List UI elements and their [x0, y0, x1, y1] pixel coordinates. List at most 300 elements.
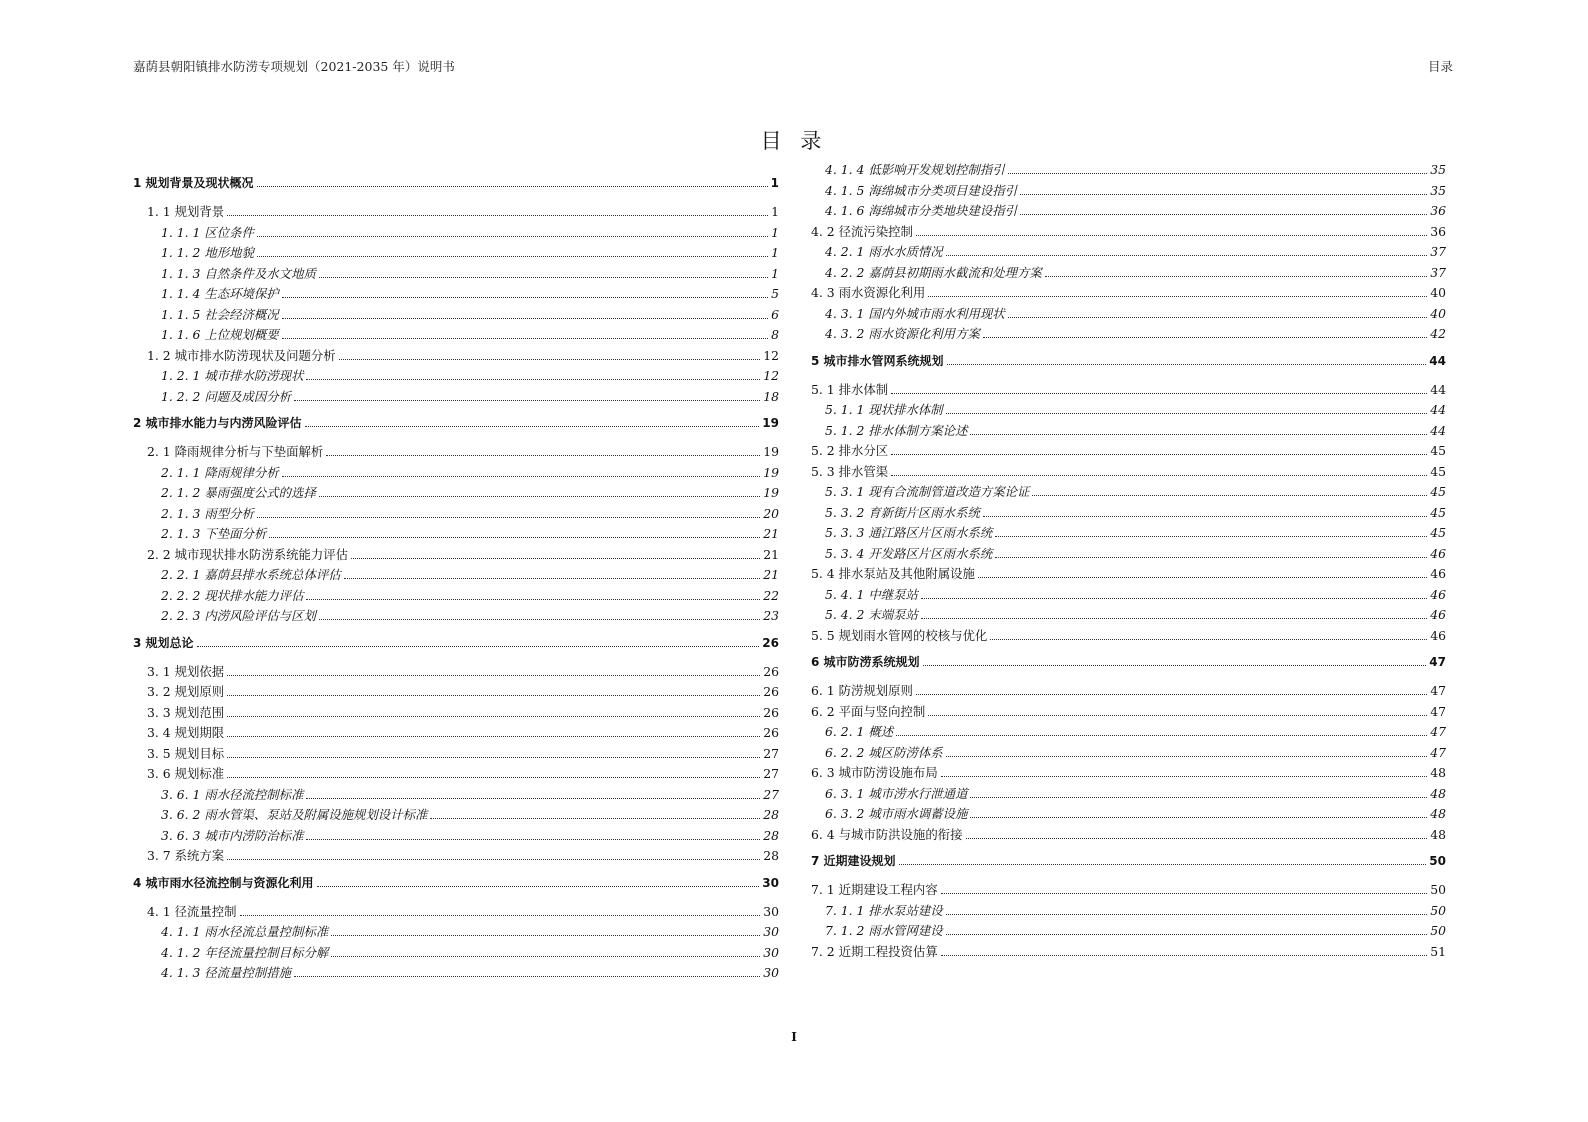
toc-entry[interactable] — [133, 243, 779, 264]
toc-entry-title: 6. 2. 1 概述 — [825, 724, 894, 739]
toc-entry[interactable] — [133, 826, 779, 847]
toc-entry[interactable] — [811, 503, 1446, 524]
toc-entry-title: 1. 1. 4 生态环境保护 — [161, 286, 279, 301]
toc-entry-page: 19 — [763, 444, 779, 459]
toc-entry[interactable] — [133, 682, 779, 703]
toc-leader-dots — [282, 310, 768, 319]
toc-entry-page: 30 — [762, 875, 779, 890]
toc-entry[interactable] — [811, 722, 1446, 743]
toc-leader-dots — [970, 789, 1427, 798]
toc-leader-dots — [227, 728, 760, 737]
toc-entry-title: 4. 1. 3 径流量控制措施 — [161, 965, 292, 980]
page-title: 目 录 — [760, 129, 828, 153]
toc-leader-dots — [923, 657, 1427, 666]
toc-entry-page: 26 — [763, 663, 779, 679]
toc-leader-dots — [983, 508, 1427, 517]
toc-entry[interactable] — [811, 825, 1446, 846]
toc-entry[interactable] — [133, 504, 779, 525]
toc-entry-title: 2. 2. 2 现状排水能力评估 — [161, 587, 304, 603]
toc-entry-title: 6. 3. 2 城市雨水调蓄设施 — [825, 806, 968, 821]
toc-entry-page: 46 — [1430, 607, 1446, 622]
toc-entry[interactable] — [811, 482, 1446, 503]
toc-entry[interactable] — [133, 805, 779, 826]
toc-entry-page: 45 — [1430, 484, 1446, 499]
toc-leader-dots — [339, 351, 761, 360]
toc-entry-page: 44 — [1429, 353, 1446, 368]
toc-leader-dots — [227, 708, 760, 717]
toc-entry-title: 3. 4 规划期限 — [147, 725, 225, 740]
toc-leader-dots — [306, 591, 760, 600]
toc-leader-dots — [269, 529, 760, 538]
toc-entry-title: 1. 1. 3 自然条件及水文地质 — [161, 265, 316, 281]
toc-entry-title: 6. 1 防涝规划原则 — [811, 683, 913, 698]
toc-entry[interactable] — [811, 852, 1446, 874]
toc-leader-dots — [197, 638, 760, 647]
toc-entry[interactable] — [133, 366, 779, 387]
toc-entry[interactable] — [811, 804, 1446, 825]
toc-entry[interactable] — [133, 346, 779, 367]
toc-entry-page: 27 — [763, 745, 779, 761]
toc-entry-title: 5. 1 排水体制 — [811, 381, 889, 397]
toc-entry-title: 4. 2. 1 雨水水质情况 — [825, 244, 943, 259]
toc-leader-dots — [946, 247, 1428, 256]
toc-entry-page: 48 — [1430, 806, 1446, 821]
toc-left-column — [133, 167, 779, 984]
toc-entry-title: 1. 1. 5 社会经济概况 — [161, 306, 279, 322]
toc-leader-dots — [946, 405, 1428, 414]
toc-entry[interactable] — [133, 723, 779, 744]
toc-entry-title: 3. 1 规划依据 — [147, 663, 225, 679]
toc-entry-title: 1. 1 规划背景 — [147, 204, 225, 219]
toc-leader-dots — [941, 885, 1428, 894]
toc-entry-title: 2. 2 城市现状排水防涝系统能力评估 — [147, 546, 349, 562]
toc-entry-title: 2. 1 降雨规律分析与下垫面解析 — [147, 444, 324, 459]
toc-entry-title: 4. 1. 5 海绵城市分类项目建设指引 — [825, 182, 1018, 198]
toc-entry[interactable] — [811, 605, 1446, 626]
toc-entry[interactable] — [133, 744, 779, 765]
toc-leader-dots — [970, 426, 1427, 435]
toc-entry-page: 26 — [763, 704, 779, 720]
toc-leader-dots — [227, 851, 760, 860]
toc-entry[interactable] — [811, 702, 1446, 723]
toc-entry-title: 4 城市雨水径流控制与资源化利用 — [133, 875, 314, 890]
toc-entry[interactable] — [133, 943, 779, 964]
toc-entry-page: 1 — [770, 176, 779, 190]
toc-leader-dots — [306, 371, 760, 380]
toc-entry-page: 51 — [1430, 943, 1446, 959]
toc-entry-page: 50 — [1430, 902, 1446, 918]
toc-entry-title: 4. 1. 2 年径流量控制目标分解 — [161, 944, 329, 960]
toc-entry[interactable] — [133, 764, 779, 785]
toc-leader-dots — [227, 769, 760, 778]
toc-entry-page: 19 — [762, 416, 779, 430]
toc-entry-page: 37 — [1430, 244, 1446, 259]
toc-leader-dots — [331, 927, 760, 936]
toc-entry-page: 46 — [1430, 545, 1446, 561]
toc-entry-title: 6. 3. 1 城市涝水行泄通道 — [825, 785, 968, 801]
toc-leader-dots — [928, 288, 1427, 297]
toc-leader-dots — [317, 878, 760, 887]
toc-entry[interactable] — [811, 653, 1446, 675]
toc-entry-title: 2. 1. 1 降雨规律分析 — [161, 464, 279, 480]
toc-entry-page: 36 — [1430, 223, 1446, 239]
toc-entry[interactable] — [811, 585, 1446, 606]
toc-leader-dots — [294, 392, 760, 401]
toc-leader-dots — [306, 831, 760, 840]
toc-entry-page: 45 — [1430, 525, 1446, 540]
toc-leader-dots — [891, 446, 1427, 455]
toc-entry-page: 27 — [763, 766, 779, 781]
toc-entry[interactable] — [133, 442, 779, 463]
toc-entry-title: 4. 1. 6 海绵城市分类地块建设指引 — [825, 203, 1018, 218]
toc-entry-page: 40 — [1430, 305, 1446, 321]
toc-entry[interactable] — [811, 441, 1446, 462]
toc-entry-page: 30 — [763, 903, 779, 919]
toc-entry[interactable] — [811, 283, 1446, 304]
toc-leader-dots — [257, 509, 760, 518]
toc-entry-page: 19 — [763, 464, 779, 480]
toc-entry-title: 5. 3. 1 现有合流制管道改造方案论证 — [825, 484, 1030, 499]
toc-entry[interactable] — [133, 846, 779, 867]
toc-leader-dots — [941, 768, 1428, 777]
toc-leader-dots — [344, 570, 761, 579]
toc-entry-title: 3. 5 规划目标 — [147, 745, 225, 761]
toc-entry-title: 1. 2. 2 问题及成因分析 — [161, 388, 292, 404]
toc-entry[interactable] — [133, 586, 779, 607]
toc-entry-page: 35 — [1430, 162, 1446, 177]
toc-entry[interactable] — [811, 263, 1446, 284]
toc-entry-page: 21 — [763, 526, 779, 541]
toc-entry[interactable] — [811, 181, 1446, 202]
toc-leader-dots — [896, 727, 1427, 736]
toc-entry[interactable] — [133, 606, 779, 627]
toc-entry[interactable] — [811, 626, 1446, 647]
toc-entry-page: 12 — [763, 347, 779, 363]
toc-entry-title: 3. 3 规划范围 — [147, 704, 225, 720]
toc-entry-title: 3 规划总论 — [133, 635, 194, 650]
toc-leader-dots — [1032, 487, 1427, 496]
toc-entry[interactable] — [811, 380, 1446, 401]
toc-entry-page: 50 — [1429, 854, 1446, 868]
toc-entry[interactable] — [811, 880, 1446, 901]
toc-entry-title: 2. 1. 3 下垫面分析 — [161, 526, 267, 541]
toc-entry[interactable] — [811, 400, 1446, 421]
toc-leader-dots — [319, 269, 768, 278]
toc-entry[interactable] — [133, 414, 779, 436]
toc-entry-title: 5. 2 排水分区 — [811, 443, 889, 458]
toc-entry[interactable] — [811, 462, 1446, 483]
toc-entry-title: 1. 1. 1 区位条件 — [161, 224, 254, 240]
toc-entry[interactable] — [133, 387, 779, 408]
toc-entry-page: 30 — [763, 924, 779, 939]
toc-leader-dots — [282, 289, 768, 298]
toc-entry-page: 37 — [1430, 264, 1446, 280]
toc-entry[interactable] — [133, 662, 779, 683]
toc-leader-dots — [257, 248, 768, 257]
toc-entry[interactable] — [133, 922, 779, 943]
toc-entry-title: 1. 2. 1 城市排水防涝现状 — [161, 368, 304, 383]
toc-leader-dots — [257, 228, 768, 237]
toc-leader-dots — [294, 968, 760, 977]
toc-entry-page: 48 — [1430, 826, 1446, 842]
toc-entry-page: 36 — [1430, 203, 1446, 218]
toc-entry-title: 4. 3. 2 雨水资源化利用方案 — [825, 326, 980, 341]
toc-leader-dots — [319, 488, 760, 497]
toc-entry-page: 8 — [771, 327, 779, 342]
toc-leader-dots — [306, 790, 760, 799]
toc-leader-dots — [899, 856, 1427, 865]
toc-entry-page: 48 — [1430, 765, 1446, 780]
toc-entry-title: 1. 1. 2 地形地貌 — [161, 245, 254, 260]
toc-entry[interactable] — [811, 242, 1446, 263]
toc-entry[interactable] — [133, 874, 779, 896]
toc-entry-page: 50 — [1430, 923, 1446, 938]
toc-entry-page: 5 — [771, 286, 779, 301]
toc-entry[interactable] — [811, 160, 1446, 181]
toc-entry-title: 6. 4 与城市防洪设施的衔接 — [811, 826, 963, 842]
toc-entry[interactable] — [133, 202, 779, 223]
toc-entry[interactable] — [811, 942, 1446, 963]
toc-leader-dots — [257, 178, 768, 187]
toc-entry[interactable] — [133, 963, 779, 984]
toc-entry-title: 2 城市排水能力与内涝风险评估 — [133, 416, 302, 430]
toc-entry-page: 45 — [1430, 443, 1446, 458]
toc-entry[interactable] — [133, 223, 779, 244]
toc-entry-title: 5. 1. 2 排水体制方案论述 — [825, 422, 968, 438]
toc-entry-title: 4. 1. 4 低影响开发规划控制指引 — [825, 162, 1005, 177]
toc-entry-title: 5. 4. 2 末端泵站 — [825, 607, 918, 622]
toc-entry-page: 50 — [1430, 882, 1446, 897]
toc-entry[interactable] — [811, 324, 1446, 345]
toc-entry[interactable] — [133, 174, 779, 196]
toc-entry-title: 3. 7 系统方案 — [147, 848, 225, 863]
toc-leader-dots — [282, 330, 768, 339]
toc-entry-page: 26 — [762, 635, 779, 650]
toc-entry-page: 18 — [763, 388, 779, 404]
toc-entry[interactable] — [133, 545, 779, 566]
toc-leader-dots — [240, 907, 761, 916]
toc-entry[interactable] — [811, 564, 1446, 585]
toc-entry-title: 5. 1. 1 现状排水体制 — [825, 402, 943, 417]
toc-leader-dots — [326, 447, 760, 456]
toc-entry[interactable] — [811, 763, 1446, 784]
toc-entry-title: 4. 2 径流污染控制 — [811, 223, 913, 239]
toc-entry-page: 35 — [1430, 182, 1446, 198]
toc-entry-page: 40 — [1430, 285, 1446, 300]
toc-leader-dots — [946, 748, 1428, 757]
toc-entry-title: 5. 4. 1 中继泵站 — [825, 586, 918, 602]
toc-entry-title: 1. 2 城市排水防涝现状及问题分析 — [147, 347, 336, 363]
toc-entry-page: 23 — [763, 608, 779, 623]
toc-entry[interactable] — [133, 634, 779, 656]
toc-entry-page: 21 — [763, 546, 779, 562]
toc-entry-title: 4. 3 雨水资源化利用 — [811, 285, 926, 300]
toc-entry[interactable] — [811, 784, 1446, 805]
toc-entry-title: 2. 2. 1 嘉荫县排水系统总体评估 — [161, 567, 341, 582]
toc-entry-page: 28 — [763, 848, 779, 863]
toc-leader-dots — [970, 809, 1427, 818]
toc-leader-dots — [1020, 206, 1427, 215]
toc-entry[interactable] — [811, 304, 1446, 325]
toc-entry-title: 7. 1 近期建设工程内容 — [811, 882, 938, 897]
toc-leader-dots — [928, 707, 1427, 716]
toc-leader-dots — [430, 810, 760, 819]
toc-entry[interactable] — [133, 565, 779, 586]
toc-entry-page: 47 — [1429, 655, 1446, 669]
toc-entry-page: 46 — [1430, 586, 1446, 602]
toc-entry[interactable] — [133, 284, 779, 305]
toc-leader-dots — [305, 418, 760, 427]
toc-entry-title: 5 城市排水管网系统规划 — [811, 353, 944, 368]
toc-entry-title: 3. 2 规划原则 — [147, 684, 225, 699]
toc-entry-page: 28 — [763, 807, 779, 822]
toc-entry-title: 2. 1. 3 雨型分析 — [161, 505, 254, 521]
toc-entry-page: 6 — [771, 306, 779, 322]
toc-entry-page: 27 — [763, 786, 779, 802]
toc-entry[interactable] — [133, 524, 779, 545]
toc-entry-title: 4. 2. 2 嘉荫县初期雨水截流和处理方案 — [825, 264, 1042, 280]
toc-leader-dots — [947, 356, 1427, 365]
toc-entry[interactable] — [133, 325, 779, 346]
toc-entry-page: 1 — [771, 224, 779, 240]
toc-entry-page: 1 — [771, 204, 779, 219]
toc-entry-page: 22 — [763, 587, 779, 603]
toc-entry-title: 2. 2. 3 内涝风险评估与区划 — [161, 608, 316, 623]
toc-right-column — [811, 160, 1446, 962]
toc-entry-page: 44 — [1430, 402, 1446, 417]
toc-entry-title: 5. 4 排水泵站及其他附属设施 — [811, 566, 975, 581]
toc-leader-dots — [227, 207, 768, 216]
toc-leader-dots — [941, 947, 1428, 956]
toc-entry-page: 47 — [1430, 744, 1446, 760]
toc-leader-dots — [331, 948, 760, 957]
toc-leader-dots — [921, 590, 1427, 599]
toc-entry[interactable] — [133, 483, 779, 504]
toc-entry-page: 44 — [1430, 422, 1446, 438]
toc-entry[interactable] — [133, 463, 779, 484]
toc-entry-title: 3. 6 规划标准 — [147, 766, 225, 781]
toc-leader-dots — [995, 549, 1427, 558]
page-number: I — [791, 1030, 797, 1044]
toc-leader-dots — [1020, 186, 1427, 195]
toc-entry[interactable] — [811, 523, 1446, 544]
toc-entry[interactable] — [133, 264, 779, 285]
toc-leader-dots — [978, 569, 1427, 578]
toc-entry-title: 7 近期建设规划 — [811, 854, 896, 868]
toc-entry-title: 4. 1 径流量控制 — [147, 903, 237, 919]
toc-leader-dots — [966, 830, 1428, 839]
toc-entry-page: 47 — [1430, 703, 1446, 719]
toc-entry-page: 20 — [763, 505, 779, 521]
toc-entry-title: 5. 3. 2 育新街片区雨水系统 — [825, 504, 980, 520]
toc-entry[interactable] — [811, 421, 1446, 442]
toc-entry[interactable] — [811, 901, 1446, 922]
toc-entry-title: 5. 5 规划雨水管网的校核与优化 — [811, 627, 988, 643]
toc-leader-dots — [891, 467, 1427, 476]
toc-leader-dots — [891, 385, 1427, 394]
toc-entry-page: 48 — [1430, 785, 1446, 801]
toc-entry-title: 1. 1. 6 上位规划概要 — [161, 327, 279, 342]
toc-entry[interactable] — [133, 703, 779, 724]
toc-entry-page: 12 — [763, 368, 779, 383]
toc-entry-page: 26 — [763, 725, 779, 740]
toc-leader-dots — [995, 528, 1427, 537]
toc-leader-dots — [1008, 309, 1428, 318]
toc-leader-dots — [1008, 165, 1428, 174]
toc-entry-title: 5. 3. 4 开发路区片区雨水系统 — [825, 545, 993, 561]
toc-entry-page: 46 — [1430, 566, 1446, 581]
toc-leader-dots — [946, 906, 1428, 915]
toc-entry-page: 21 — [763, 567, 779, 582]
header-section-label: 目录 — [1427, 59, 1453, 74]
toc-leader-dots — [916, 227, 1427, 236]
toc-entry[interactable] — [133, 902, 779, 923]
toc-leader-dots — [1045, 268, 1427, 277]
toc-entry-page: 1 — [771, 245, 779, 260]
toc-entry-title: 5. 3. 3 通江路区片区雨水系统 — [825, 525, 993, 540]
toc-entry-title: 7. 1. 1 排水泵站建设 — [825, 902, 943, 918]
toc-entry-title: 6. 2 平面与竖向控制 — [811, 703, 926, 719]
toc-entry-title: 6. 3 城市防涝设施布局 — [811, 765, 938, 780]
toc-entry-page: 45 — [1430, 463, 1446, 479]
toc-leader-dots — [921, 610, 1427, 619]
toc-entry-title: 7. 2 近期工程投资估算 — [811, 943, 938, 959]
toc-leader-dots — [227, 667, 760, 676]
header-document-title: 嘉荫县朝阳镇排水防涝专项规划（2021-2035 年）说明书 — [133, 59, 455, 74]
toc-entry-page: 26 — [763, 684, 779, 699]
toc-entry-title: 3. 6. 3 城市内涝防治标准 — [161, 827, 304, 843]
toc-leader-dots — [946, 926, 1428, 935]
toc-leader-dots — [990, 631, 1427, 640]
toc-leader-dots — [227, 749, 760, 758]
toc-entry[interactable] — [811, 352, 1446, 374]
toc-entry-page: 47 — [1430, 724, 1446, 739]
toc-leader-dots — [319, 611, 760, 620]
toc-entry[interactable] — [811, 222, 1446, 243]
toc-entry-title: 3. 6. 2 雨水管渠、泵站及附属设施规划设计标准 — [161, 807, 428, 822]
toc-entry-page: 42 — [1430, 326, 1446, 341]
toc-entry-page: 46 — [1430, 627, 1446, 643]
toc-entry-page: 19 — [763, 485, 779, 500]
toc-entry[interactable] — [133, 785, 779, 806]
toc-entry-title: 2. 1. 2 暴雨强度公式的选择 — [161, 485, 316, 500]
toc-entry-page: 44 — [1430, 381, 1446, 397]
toc-entry-title: 6. 2. 2 城区防涝体系 — [825, 744, 943, 760]
toc-entry-page: 30 — [763, 965, 779, 980]
toc-leader-dots — [983, 329, 1427, 338]
toc-entry-title: 7. 1. 2 雨水管网建设 — [825, 923, 943, 938]
toc-entry[interactable] — [811, 743, 1446, 764]
toc-leader-dots — [282, 468, 761, 477]
toc-entry-page: 28 — [763, 827, 779, 843]
toc-leader-dots — [351, 550, 760, 559]
toc-entry-title: 5. 3 排水管渠 — [811, 463, 889, 479]
toc-entry-page: 1 — [771, 265, 779, 281]
toc-entry-title: 4. 3. 1 国内外城市雨水利用现状 — [825, 305, 1005, 321]
toc-entry-page: 30 — [763, 944, 779, 960]
toc-leader-dots — [916, 686, 1427, 695]
toc-entry-page: 47 — [1430, 683, 1446, 698]
toc-entry[interactable] — [811, 544, 1446, 565]
toc-entry-title: 6 城市防涝系统规划 — [811, 655, 920, 669]
toc-entry-title: 4. 1. 1 雨水径流总量控制标准 — [161, 924, 329, 939]
toc-entry[interactable] — [133, 305, 779, 326]
toc-leader-dots — [227, 687, 760, 696]
toc-entry[interactable] — [811, 921, 1446, 942]
toc-entry-title: 1 规划背景及现状概况 — [133, 176, 254, 190]
toc-entry[interactable] — [811, 201, 1446, 222]
toc-entry[interactable] — [811, 681, 1446, 702]
